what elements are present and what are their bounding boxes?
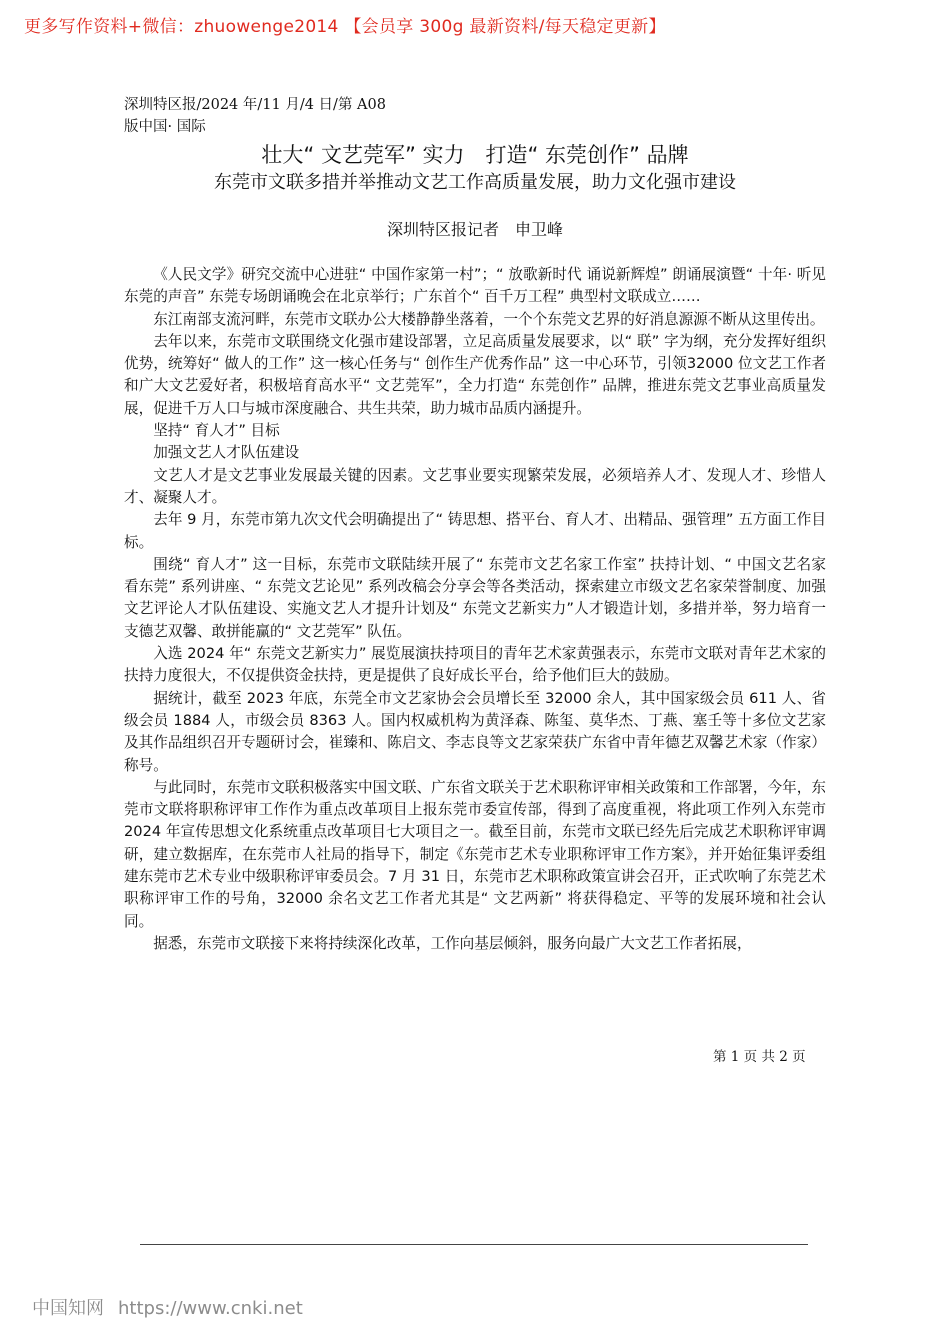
- paragraph-1: 《人民文学》研究交流中心进驻“ 中国作家第一村”；“ 放歌新时代 诵说新辉煌” 朗诵展演暨“ 十年· 听见东莞的声音” 东莞专场朗诵晚会在北京举行；广东首个“ 百千万工程” 典型村文联成立……: [124, 266, 826, 306]
- paragraph-8: 据统计，截至 2023 年底，东莞全市文艺家协会会员增长至 32000 余人，其中国家级会员 611 人、省级会员 1884 人，市级会员 8363 人。国内权威机构为黄泽森、陈玺、莫华杰、丁燕、塞壬等十多位文艺家及其作品组织召开专题研讨会，崔臻和、陈启文、李志良等文艺家荣获广东省中青年德艺双馨艺术家（作家）称号。: [124, 689, 826, 774]
- footer-divider: [140, 1244, 808, 1245]
- article-subtitle: 东莞市文联多措并举推动文艺工作高质量发展，助力文化强市建设: [214, 172, 736, 193]
- section-heading-2: 加强文艺人才队伍建设: [153, 444, 300, 462]
- paragraph-7: 入选 2024 年“ 东莞文艺新实力” 展览展演扶持项目的青年艺术家黄强表示，东莞市文联对青年艺术家的扶持力度很大，不仅提供资金扶持，更是提供了良好成长平台，给予他们巨大的鼓励。: [124, 645, 826, 685]
- paragraph-10: 据悉，东莞市文联接下来将持续深化改革，工作向基层倾斜，服务向最广大文艺工作者拓展，: [153, 934, 752, 952]
- paragraph-5: 去年 9 月，东莞市第九次文代会明确提出了“ 铸思想、搭平台、育人才、出精品、强管理” 五方面工作目标。: [124, 511, 826, 551]
- article-body: [124, 264, 826, 955]
- section-heading-1: 坚持“ 育人才” 目标: [153, 422, 280, 440]
- source-line: 深圳特区报/2024 年/11 月/4 日/第 A08: [124, 97, 386, 113]
- paragraph-9: 与此同时，东莞市文联积极落实中国文联、广东省文联关于艺术职称评审相关政策和工作部署，今年，东莞市文联将职称评审工作作为重点改革项目上报东莞市委宣传部，得到了高度重视，将此项工作列入东莞市 2024 年宣传思想文化系统重点改革项目七大项目之一。截至目前，东莞市文联已经先后完成艺术职称评审调研，建立数据库，在东莞市人社局的指导下，制定《东莞市艺术专业职称评审工作方案》，并开始征集评委组建东莞市艺术专业中级职称评审委员会。7 月 31 日，东莞市艺术职称政策宣讲会召开，正式吹响了东莞艺术职称评审工作的号角，32000 余名文艺工作者尤其是“ 文艺两新” 将获得稳定、平等的发展环境和社会认同。: [124, 778, 826, 930]
- cnki-brand: 中国知网: [32, 1298, 104, 1319]
- promo-banner: 更多写作资料+微信：zhuowenge2014 【会员享 300g 最新资料/每天稳定更新】: [24, 17, 666, 37]
- article-title: 壮大“ 文艺莞军” 实力 打造“ 东莞创作” 品牌: [261, 143, 689, 167]
- paragraph-6: 围绕“ 育人才” 这一目标，东莞市文联陆续开展了“ 东莞市文艺名家工作室” 扶持计划、“ 中国文艺名家看东莞” 系列讲座、“ 东莞文艺论见” 系列改稿会分享会等各类活动，探索建立市级文艺名家荣誉制度、加强文艺评论人才队伍建设、实施文艺人才提升计划及“ 东莞文艺新实力”人才锻造计划，多措并举，努力培育一支德艺双馨、敢拼能赢的“ 文艺莞军” 队伍。: [124, 555, 826, 640]
- section-line: 版中国· 国际: [124, 119, 206, 135]
- paragraph-4: 文艺人才是文艺事业发展最关键的因素。文艺事业要实现繁荣发展，必须培养人才、发现人才、珍惜人才、凝聚人才。: [124, 466, 826, 506]
- paragraph-2: 东江南部支流河畔，东莞市文联办公大楼静静坐落着，一个个东莞文艺界的好消息源源不断从这里传出。: [153, 310, 825, 328]
- byline: 深圳特区报记者 申卫峰: [386, 220, 563, 239]
- page-indicator: 第 1 页 共 2 页: [713, 1049, 806, 1065]
- cnki-url: https://www.cnki.net: [118, 1298, 303, 1319]
- paragraph-3: 去年以来，东莞市文联围绕文化强市建设部署，立足高质量发展要求，以“ 联” 字为纲，充分发挥好组织优势，统筹好“ 做人的工作” 这一核心任务与“ 创作生产优秀作品” 这一中心环节，引领32000 位文艺工作者和广大文艺爱好者，积极培育高水平“ 文艺莞军”，全力打造“ 东莞创作” 品牌，推进东莞文艺事业高质量发展，促进千万人口与城市深度融合、共生共荣，助力城市品质内涵提升。: [124, 332, 826, 417]
- cnki-watermark: [32, 1294, 303, 1320]
